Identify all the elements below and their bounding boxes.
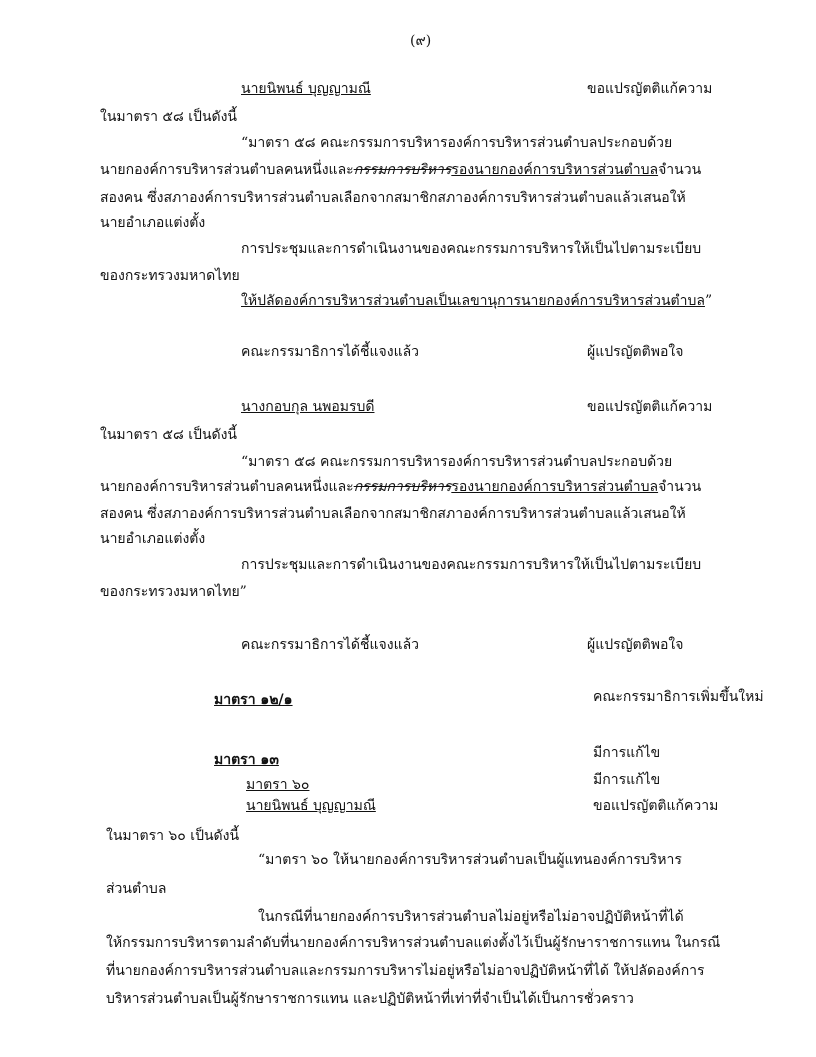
- section-line: ในมาตรา ๖๐ เป็นดังนี้: [106, 828, 240, 844]
- text-line: ในกรณีที่นายกองค์การบริหารส่วนตำบลไม่อยู่หรือไม่อาจปฏิบัติหน้าที่ได้: [258, 909, 684, 925]
- member-name: นางกอบกุล นพอมรบดี: [241, 399, 375, 415]
- text-line: บริหารส่วนตำบลเป็นผู้รักษาราชการแทน และปฏิบัติหน้าที่เท่าที่จำเป็นได้เป็นการชั่วคราว: [106, 991, 634, 1007]
- section-heading-60: มาตรา ๖๐: [246, 777, 310, 793]
- text-line: [100, 161, 701, 179]
- struck-text: กรรมการบริหาร: [353, 479, 452, 495]
- committee-response: คณะกรรมาธิการได้ชี้แจงแล้ว: [241, 344, 420, 360]
- text-line: ให้กรรมการบริหารตามลำดับที่นายกองค์การบริหารส่วนตำบลแต่งตั้งไว้เป็นผู้รักษาราชการแทน ในกรณี: [106, 935, 721, 951]
- committee-response: คณะกรรมาธิการได้ชี้แจงแล้ว: [241, 637, 420, 653]
- inserted-text: รองนายกองค์การบริหารส่วนตำบล: [451, 162, 659, 178]
- text-line: การประชุมและการดำเนินงานของคณะกรรมการบริหารให้เป็นไปตามระเบียบ: [241, 557, 702, 573]
- text-line: “มาตรา ๖๐ ให้นายกองค์การบริหารส่วนตำบลเป็นผู้แทนองค์การบริหาร: [258, 852, 682, 868]
- text-segment: นายกองค์การบริหารส่วนตำบลคนหนึ่งและ: [100, 479, 354, 495]
- section-note: คณะกรรมาธิการเพิ่มขึ้นใหม่: [593, 689, 764, 705]
- section-heading-12-1: มาตรา ๑๒/๑: [214, 692, 293, 708]
- text-line: ส่วนตำบล: [106, 881, 167, 897]
- member-name: นายนิพนธ์ บุญญามณี: [241, 81, 371, 97]
- member-name: นายนิพนธ์ บุญญามณี: [246, 798, 376, 814]
- request-label: ขอแปรญัตติแก้ความ: [587, 81, 713, 97]
- text-line: สองคน ซึ่งสภาองค์การบริหารส่วนตำบลเลือกจากสมาชิกสภาองค์การบริหารส่วนตำบลแล้วเสนอให้: [100, 190, 686, 206]
- text-line: “มาตรา ๕๘ คณะกรรมการบริหารองค์การบริหารส่วนตำบลประกอบด้วย: [241, 135, 673, 151]
- text-line: สองคน ซึ่งสภาองค์การบริหารส่วนตำบลเลือกจากสมาชิกสภาองค์การบริหารส่วนตำบลแล้วเสนอให้: [100, 506, 686, 522]
- result-label: ผู้แปรญัตติพอใจ: [587, 637, 684, 653]
- section-heading-13: มาตรา ๑๓: [214, 752, 279, 768]
- inserted-text: รองนายกองค์การบริหารส่วนตำบล: [451, 479, 659, 495]
- quote-mark: ”: [704, 293, 713, 309]
- request-label: ขอแปรญัตติแก้ความ: [593, 798, 719, 814]
- text-line: ของกระทรวงมหาดไทย”: [100, 584, 247, 600]
- text-line: ของกระทรวงมหาดไทย: [100, 268, 240, 284]
- text-segment: จำนวน: [658, 162, 702, 178]
- text-line: “มาตรา ๕๘ คณะกรรมการบริหารองค์การบริหารส่วนตำบลประกอบด้วย: [241, 454, 673, 470]
- text-line: ที่นายกองค์การบริหารส่วนตำบลและกรรมการบริหารไม่อยู่หรือไม่อาจปฏิบัติหน้าที่ได้ ให้ปลัดองค์การ: [106, 963, 705, 979]
- struck-text: กรรมการบริหาร: [353, 162, 452, 178]
- text-segment: นายกองค์การบริหารส่วนตำบลคนหนึ่งและ: [100, 162, 354, 178]
- inserted-text: ให้ปลัดองค์การบริหารส่วนตำบลเป็นเลขานุการนายกองค์การบริหารส่วนตำบล: [241, 293, 705, 309]
- text-line: นายอำเภอแต่งตั้ง: [100, 215, 206, 231]
- text-line: [241, 292, 712, 310]
- text-line: [100, 478, 701, 496]
- request-label: ขอแปรญัตติแก้ความ: [587, 399, 713, 415]
- section-note: มีการแก้ไข: [593, 745, 661, 761]
- text-segment: จำนวน: [658, 479, 702, 495]
- text-line: นายอำเภอแต่งตั้ง: [100, 531, 206, 547]
- section-line: ในมาตรา ๕๘ เป็นดังนี้: [100, 427, 238, 443]
- text-line: การประชุมและการดำเนินงานของคณะกรรมการบริหารให้เป็นไปตามระเบียบ: [241, 241, 702, 257]
- page-number: (๙): [410, 33, 432, 49]
- result-label: ผู้แปรญัตติพอใจ: [587, 344, 684, 360]
- section-line: ในมาตรา ๕๘ เป็นดังนี้: [100, 109, 238, 125]
- section-note: มีการแก้ไข: [593, 772, 661, 788]
